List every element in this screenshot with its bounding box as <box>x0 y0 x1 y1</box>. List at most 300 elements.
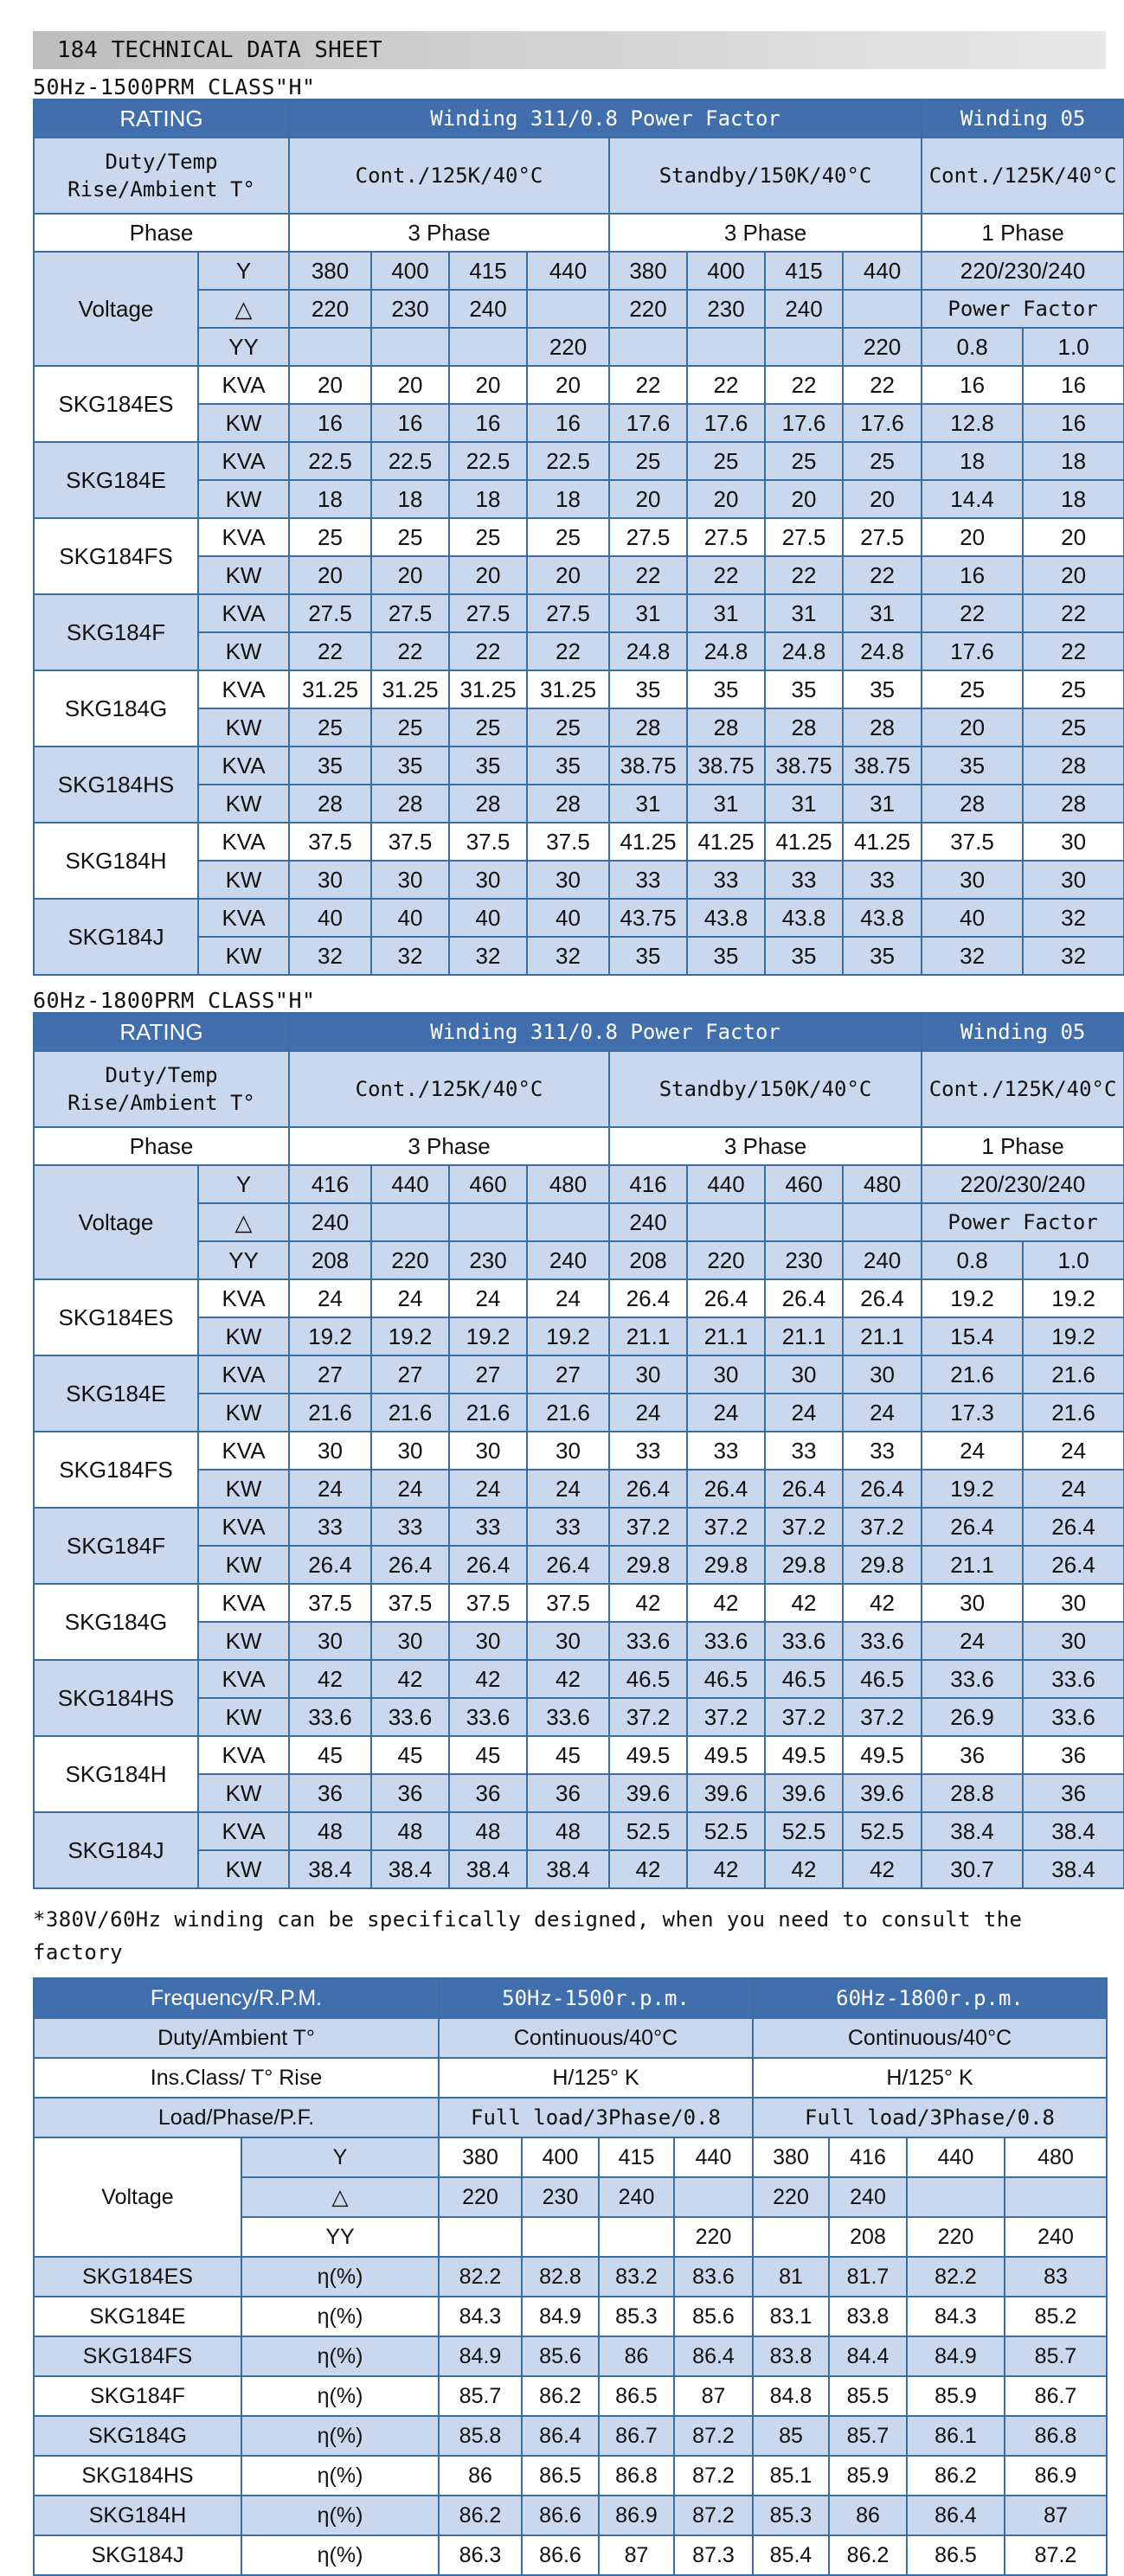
kw-value: 29.8 <box>687 1546 765 1584</box>
kw-value: 26.9 <box>922 1698 1023 1736</box>
kva-value: 27 <box>371 1355 449 1394</box>
kva-value: 33.6 <box>1023 1660 1124 1698</box>
kva-value: 46.5 <box>843 1660 922 1698</box>
voltage-yy-cell: 220 <box>371 1241 449 1279</box>
voltage-yy-cell <box>765 328 843 366</box>
kva-label: KVA <box>198 1508 289 1546</box>
kw-value: 16 <box>527 404 609 442</box>
model-name: SKG184J <box>34 899 198 975</box>
eff-voltage-y: 380 <box>439 2137 522 2177</box>
voltage-label: Voltage <box>34 1165 198 1279</box>
kw-value: 24 <box>609 1394 687 1432</box>
kva-value: 37.2 <box>843 1508 922 1546</box>
model-name: SKG184E <box>34 1355 198 1432</box>
kw-value: 17.6 <box>843 404 922 442</box>
kw-value: 38.4 <box>449 1850 527 1888</box>
kw-value: 30 <box>449 861 527 899</box>
kva-label: KVA <box>198 518 289 556</box>
model-name: SKG184G <box>34 670 198 747</box>
eff-voltage-yy: 220 <box>907 2217 1005 2257</box>
kva-value: 41.25 <box>843 823 922 861</box>
eff-value: 86 <box>829 2496 907 2535</box>
kw-value: 28.8 <box>922 1774 1023 1812</box>
kw-value: 24 <box>843 1394 922 1432</box>
kva-value: 33 <box>371 1508 449 1546</box>
kw-value: 21.1 <box>609 1317 687 1355</box>
voltage-y-cell: 415 <box>765 252 843 290</box>
kw-value: 31 <box>843 785 922 823</box>
kw-value: 42 <box>687 1850 765 1888</box>
kva-value: 40 <box>922 899 1023 937</box>
kva-label: KVA <box>198 366 289 404</box>
kva-value: 38.75 <box>609 747 687 785</box>
eff-value: 86.2 <box>522 2376 599 2416</box>
kva-value: 26.4 <box>843 1279 922 1317</box>
kw-value: 33.6 <box>371 1698 449 1736</box>
kw-value: 17.6 <box>609 404 687 442</box>
kw-value: 26.4 <box>765 1470 843 1508</box>
kw-value: 21.6 <box>449 1394 527 1432</box>
kva-value: 25 <box>765 442 843 480</box>
kva-value: 16 <box>922 366 1023 404</box>
kva-value: 20 <box>289 366 371 404</box>
kva-label: KVA <box>198 1660 289 1698</box>
eff-value: 86.6 <box>522 2535 599 2575</box>
kw-value: 30 <box>449 1622 527 1660</box>
eff-model-name: SKG184E <box>34 2297 241 2336</box>
kw-value: 21.1 <box>765 1317 843 1355</box>
kw-value: 22 <box>527 632 609 670</box>
kva-value: 37.5 <box>449 823 527 861</box>
kw-value: 19.2 <box>1023 1317 1124 1355</box>
pf-1-0: 1.0 <box>1023 1241 1124 1279</box>
kva-value: 27.5 <box>843 518 922 556</box>
kva-value: 27.5 <box>289 594 371 632</box>
eff-voltage-y: 380 <box>753 2137 829 2177</box>
kva-label: KVA <box>198 670 289 708</box>
duty-temp-line2: Rise/Ambient T° <box>67 1091 255 1115</box>
eff-value: 84.3 <box>907 2297 1005 2336</box>
voltage-yy-cell: 220 <box>687 1241 765 1279</box>
kva-value: 40 <box>289 899 371 937</box>
eff-voltage-y: 480 <box>1005 2137 1107 2177</box>
kva-value: 27.5 <box>371 594 449 632</box>
kva-value: 42 <box>609 1584 687 1622</box>
kw-value: 18 <box>449 480 527 518</box>
kva-value: 38.75 <box>765 747 843 785</box>
kw-value: 18 <box>527 480 609 518</box>
voltage-yy-cell <box>289 328 371 366</box>
kva-label: KVA <box>198 442 289 480</box>
kva-value: 27.5 <box>687 518 765 556</box>
kva-value: 43.8 <box>687 899 765 937</box>
cont-duty: Cont./125K/40°C <box>289 1051 609 1127</box>
eff-value: 86.4 <box>674 2336 753 2376</box>
eff-model-name: SKG184G <box>34 2416 241 2456</box>
kva-value: 45 <box>527 1736 609 1774</box>
kva-value: 21.6 <box>922 1355 1023 1394</box>
kw-label: KW <box>198 480 289 518</box>
kva-value: 31.25 <box>527 670 609 708</box>
kva-value: 42 <box>843 1584 922 1622</box>
kw-value: 14.4 <box>922 480 1023 518</box>
kva-label: KVA <box>198 1584 289 1622</box>
delta-label: △ <box>198 1203 289 1241</box>
kw-value: 22 <box>609 556 687 594</box>
voltage-y-cell: 416 <box>289 1165 371 1203</box>
kva-value: 40 <box>527 899 609 937</box>
kva-value: 31 <box>609 594 687 632</box>
kw-value: 16 <box>922 556 1023 594</box>
rating-table-60hz <box>33 1012 1124 1889</box>
kw-value: 37.2 <box>843 1698 922 1736</box>
kw-value: 39.6 <box>765 1774 843 1812</box>
eff-voltage-yy: 220 <box>674 2217 753 2257</box>
kw-value: 24 <box>289 1470 371 1508</box>
kva-value: 24 <box>527 1279 609 1317</box>
kw-value: 20 <box>609 480 687 518</box>
kva-value: 27 <box>289 1355 371 1394</box>
kva-value: 24 <box>449 1279 527 1317</box>
kva-value: 45 <box>289 1736 371 1774</box>
model-name: SKG184E <box>34 442 198 518</box>
eff-value: 86.2 <box>907 2456 1005 2496</box>
kw-value: 37.2 <box>765 1698 843 1736</box>
kva-value: 38.4 <box>922 1812 1023 1850</box>
kva-value: 49.5 <box>609 1736 687 1774</box>
kw-value: 20 <box>449 556 527 594</box>
voltage-delta-cell <box>765 1203 843 1241</box>
three-phase-a: 3 Phase <box>289 214 609 252</box>
kw-label: KW <box>198 708 289 747</box>
kva-value: 32 <box>1023 899 1124 937</box>
kva-value: 22 <box>922 594 1023 632</box>
kw-value: 21.1 <box>922 1546 1023 1584</box>
rating-header: RATING <box>34 1013 289 1051</box>
kw-value: 26.4 <box>609 1470 687 1508</box>
section-50hz-heading: 50Hz-1500PRM CLASS"H" <box>33 74 316 99</box>
eff-voltage-delta: 240 <box>829 2177 907 2217</box>
eff-value: 86.4 <box>907 2496 1005 2535</box>
kva-value: 25 <box>609 442 687 480</box>
eff-value: 83.2 <box>599 2257 674 2297</box>
kva-value: 31.25 <box>449 670 527 708</box>
kva-value: 49.5 <box>843 1736 922 1774</box>
eff-value: 85.1 <box>753 2456 829 2496</box>
eff-voltage-yy <box>522 2217 599 2257</box>
power-factor-label: Power Factor <box>922 290 1124 328</box>
kva-value: 35 <box>922 747 1023 785</box>
duty-ambient-label: Duty/Ambient T° <box>34 2018 439 2058</box>
kva-value: 46.5 <box>609 1660 687 1698</box>
eff-value: 81 <box>753 2257 829 2297</box>
kw-value: 20 <box>922 708 1023 747</box>
voltage-y-cell: 440 <box>371 1165 449 1203</box>
kw-value: 33.6 <box>687 1622 765 1660</box>
model-name: SKG184FS <box>34 518 198 594</box>
kva-value: 37.5 <box>371 823 449 861</box>
eff-model-name: SKG184FS <box>34 2336 241 2376</box>
standby-duty: Standby/150K/40°C <box>609 138 922 214</box>
eff-model-name: SKG184J <box>34 2535 241 2575</box>
cont-duty-05: Cont./125K/40°C <box>922 1051 1124 1127</box>
voltage-yy-cell: 208 <box>289 1241 371 1279</box>
kva-value: 22.5 <box>449 442 527 480</box>
kva-value: 26.4 <box>765 1279 843 1317</box>
voltage-delta-cell <box>449 1203 527 1241</box>
kva-value: 38.75 <box>687 747 765 785</box>
kva-value: 31.25 <box>371 670 449 708</box>
kva-value: 37.5 <box>527 823 609 861</box>
kva-value: 21.6 <box>1023 1355 1124 1394</box>
eff-value: 87 <box>674 2376 753 2416</box>
kw-value: 31 <box>609 785 687 823</box>
voltage-delta-cell <box>527 290 609 328</box>
kva-label: KVA <box>198 823 289 861</box>
eta-label: η(%) <box>241 2336 439 2376</box>
kva-value: 40 <box>371 899 449 937</box>
kva-value: 20 <box>1023 518 1124 556</box>
kva-value: 28 <box>1023 747 1124 785</box>
kva-value: 22.5 <box>371 442 449 480</box>
kw-value: 32 <box>527 937 609 975</box>
continuous-60: Continuous/40°C <box>753 2018 1107 2058</box>
kw-value: 25 <box>371 708 449 747</box>
kw-value: 33 <box>609 861 687 899</box>
kw-value: 20 <box>289 556 371 594</box>
voltage-220-230-240: 220/230/240 <box>922 1165 1124 1203</box>
kw-value: 20 <box>527 556 609 594</box>
eff-value: 85.9 <box>907 2376 1005 2416</box>
kva-value: 25 <box>843 442 922 480</box>
kw-value: 17.3 <box>922 1394 1023 1432</box>
kw-label: KW <box>198 937 289 975</box>
kva-value: 33 <box>687 1432 765 1470</box>
one-phase: 1 Phase <box>922 1127 1124 1165</box>
kva-value: 24 <box>1023 1432 1124 1470</box>
model-name: SKG184HS <box>34 747 198 823</box>
kw-value: 30 <box>371 1622 449 1660</box>
continuous-50: Continuous/40°C <box>439 2018 753 2058</box>
voltage-delta-cell <box>843 290 922 328</box>
kva-value: 37.2 <box>609 1508 687 1546</box>
voltage-yy-cell: 230 <box>449 1241 527 1279</box>
kw-value: 22 <box>765 556 843 594</box>
kva-value: 22 <box>687 366 765 404</box>
sheet-title: 184 TECHNICAL DATA SHEET <box>33 31 1106 69</box>
freq-50-header: 50Hz-1500r.p.m. <box>439 1978 753 2018</box>
kva-value: 30 <box>687 1355 765 1394</box>
voltage-y-cell: 480 <box>843 1165 922 1203</box>
kw-value: 25 <box>527 708 609 747</box>
kw-value: 24.8 <box>609 632 687 670</box>
eff-voltage-y: 400 <box>522 2137 599 2177</box>
eff-voltage-yy: 240 <box>1005 2217 1107 2257</box>
kw-value: 36 <box>449 1774 527 1812</box>
pf-0-8: 0.8 <box>922 1241 1023 1279</box>
kw-value: 28 <box>765 708 843 747</box>
kw-label: KW <box>198 1546 289 1584</box>
eff-value: 86.1 <box>907 2416 1005 2456</box>
kw-value: 37.2 <box>687 1698 765 1736</box>
kva-value: 24 <box>289 1279 371 1317</box>
kw-value: 28 <box>527 785 609 823</box>
kw-value: 33.6 <box>449 1698 527 1736</box>
voltage-y-cell: 440 <box>843 252 922 290</box>
rating-header: RATING <box>34 99 289 138</box>
kw-value: 30 <box>527 861 609 899</box>
kw-value: 28 <box>1023 785 1124 823</box>
kw-value: 24 <box>527 1470 609 1508</box>
kva-value: 22 <box>765 366 843 404</box>
kva-value: 37.2 <box>687 1508 765 1546</box>
voltage-delta-cell: 230 <box>371 290 449 328</box>
kw-value: 26.4 <box>289 1546 371 1584</box>
kw-value: 33 <box>687 861 765 899</box>
voltage-delta-cell: 240 <box>765 290 843 328</box>
kw-value: 39.6 <box>687 1774 765 1812</box>
three-phase-b: 3 Phase <box>609 214 922 252</box>
kva-value: 40 <box>449 899 527 937</box>
kw-value: 35 <box>765 937 843 975</box>
kva-value: 31 <box>765 594 843 632</box>
winding-311-header: Winding 311/0.8 Power Factor <box>289 99 922 138</box>
full-load-50: Full load/3Phase/0.8 <box>439 2098 753 2137</box>
voltage-delta-cell: 230 <box>687 290 765 328</box>
eff-value: 87 <box>1005 2496 1107 2535</box>
voltage-delta-cell: 240 <box>449 290 527 328</box>
eff-voltage-y: 440 <box>674 2137 753 2177</box>
kva-value: 49.5 <box>765 1736 843 1774</box>
kw-label: KW <box>198 1774 289 1812</box>
kva-value: 42 <box>527 1660 609 1698</box>
freq-rpm-header: Frequency/R.P.M. <box>34 1978 439 2018</box>
kva-value: 22 <box>609 366 687 404</box>
eff-voltage-delta: 220 <box>439 2177 522 2217</box>
kw-value: 42 <box>609 1850 687 1888</box>
eff-value: 82.8 <box>522 2257 599 2297</box>
kva-value: 22.5 <box>289 442 371 480</box>
kva-value: 30 <box>843 1355 922 1394</box>
kva-value: 42 <box>687 1584 765 1622</box>
kva-value: 49.5 <box>687 1736 765 1774</box>
kw-value: 32 <box>449 937 527 975</box>
kva-value: 36 <box>922 1736 1023 1774</box>
kva-value: 25 <box>289 518 371 556</box>
phase-label: Phase <box>34 214 289 252</box>
model-name: SKG184ES <box>34 1279 198 1355</box>
eff-y-label: Y <box>241 2137 439 2177</box>
kva-label: KVA <box>198 594 289 632</box>
kw-value: 19.2 <box>371 1317 449 1355</box>
kva-value: 37.5 <box>449 1584 527 1622</box>
eff-voltage-y: 416 <box>829 2137 907 2177</box>
voltage-delta-cell: 240 <box>289 1203 371 1241</box>
winding-note: *380V/60Hz winding can be specifically designed, when you need to consult the factory <box>33 1907 1023 1964</box>
standby-duty: Standby/150K/40°C <box>609 1051 922 1127</box>
kva-value: 33 <box>765 1432 843 1470</box>
winding-05-header: Winding 05 <box>922 1013 1124 1051</box>
kw-value: 24 <box>1023 1470 1124 1508</box>
eff-value: 86.6 <box>522 2496 599 2535</box>
voltage-yy-cell <box>449 328 527 366</box>
kva-value: 27 <box>449 1355 527 1394</box>
full-load-60: Full load/3Phase/0.8 <box>753 2098 1107 2137</box>
kw-value: 30 <box>289 1622 371 1660</box>
delta-label: △ <box>198 290 289 328</box>
kw-label: KW <box>198 404 289 442</box>
kw-value: 33.6 <box>843 1622 922 1660</box>
eff-value: 87.2 <box>674 2416 753 2456</box>
eff-value: 83.8 <box>829 2297 907 2336</box>
kw-value: 24 <box>765 1394 843 1432</box>
eff-voltage-yy: 208 <box>829 2217 907 2257</box>
kva-value: 33 <box>843 1432 922 1470</box>
kva-value: 37.2 <box>765 1508 843 1546</box>
kva-label: KVA <box>198 747 289 785</box>
eff-voltage-delta: 240 <box>599 2177 674 2217</box>
eff-voltage-y: 415 <box>599 2137 674 2177</box>
kva-value: 22.5 <box>527 442 609 480</box>
three-phase-b: 3 Phase <box>609 1127 922 1165</box>
kva-value: 31 <box>687 594 765 632</box>
kva-value: 30 <box>922 1584 1023 1622</box>
kw-value: 24.8 <box>687 632 765 670</box>
kva-value: 22 <box>843 366 922 404</box>
eff-value: 87.3 <box>674 2535 753 2575</box>
eff-model-name: SKG184ES <box>34 2257 241 2297</box>
kw-value: 20 <box>1023 556 1124 594</box>
kva-value: 30 <box>527 1432 609 1470</box>
eff-yy-label: YY <box>241 2217 439 2257</box>
h125-60: H/125° K <box>753 2058 1107 2098</box>
kw-value: 24.8 <box>843 632 922 670</box>
cont-duty-05: Cont./125K/40°C <box>922 138 1124 214</box>
kva-value: 30 <box>765 1355 843 1394</box>
kva-value: 52.5 <box>687 1812 765 1850</box>
cont-duty: Cont./125K/40°C <box>289 138 609 214</box>
voltage-delta-cell <box>371 1203 449 1241</box>
kw-value: 16 <box>449 404 527 442</box>
voltage-y-cell: 380 <box>289 252 371 290</box>
y-label: Y <box>198 252 289 290</box>
kva-value: 42 <box>449 1660 527 1698</box>
kw-value: 24 <box>922 1622 1023 1660</box>
kva-value: 25 <box>371 518 449 556</box>
eff-value: 86.2 <box>829 2535 907 2575</box>
eff-value: 84.9 <box>439 2336 522 2376</box>
ins-class-label: Ins.Class/ T° Rise <box>34 2058 439 2098</box>
kw-value: 16 <box>289 404 371 442</box>
kw-value: 35 <box>609 937 687 975</box>
phase-label: Phase <box>34 1127 289 1165</box>
kw-value: 32 <box>371 937 449 975</box>
kw-label: KW <box>198 632 289 670</box>
voltage-delta-cell: 240 <box>609 1203 687 1241</box>
eff-value: 85.4 <box>753 2535 829 2575</box>
kw-value: 36 <box>371 1774 449 1812</box>
voltage-yy-cell <box>687 328 765 366</box>
kva-value: 35 <box>371 747 449 785</box>
kva-value: 46.5 <box>687 1660 765 1698</box>
kw-label: KW <box>198 1698 289 1736</box>
eff-value: 85.2 <box>1005 2297 1107 2336</box>
kva-label: KVA <box>198 899 289 937</box>
kw-value: 21.6 <box>289 1394 371 1432</box>
kw-value: 22 <box>289 632 371 670</box>
eta-label: η(%) <box>241 2456 439 2496</box>
kva-value: 24 <box>922 1432 1023 1470</box>
